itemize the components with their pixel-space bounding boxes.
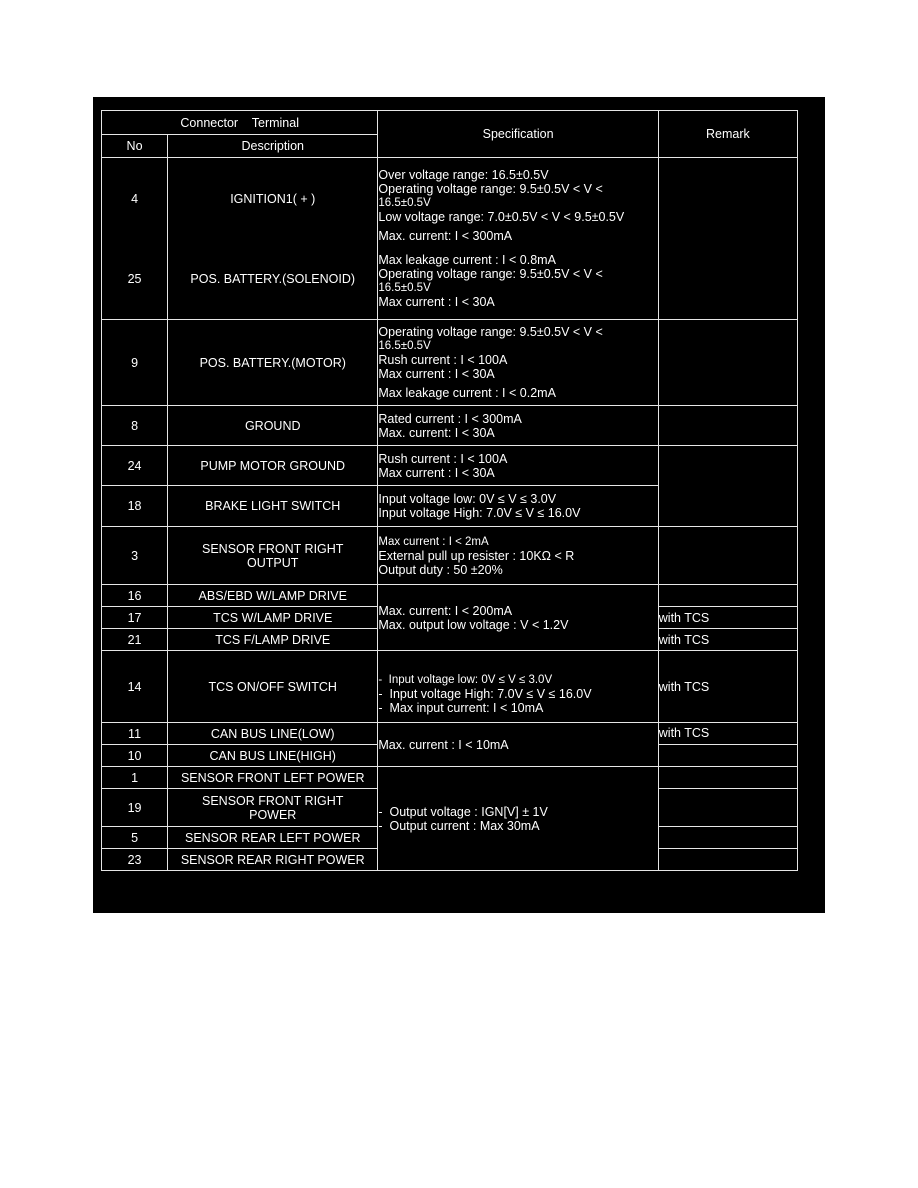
cell-remark bbox=[658, 158, 797, 320]
cell-specification bbox=[378, 585, 658, 651]
cell-description: GROUND bbox=[168, 406, 378, 446]
cell-description: SENSOR FRONT RIGHT OUTPUT bbox=[168, 527, 378, 585]
cell-no: 9 bbox=[102, 320, 168, 406]
spec-line: - Input voltage High: 7.0V ≤ V ≤ 16.0V bbox=[378, 687, 657, 701]
spec-line: - Input voltage low: 0V ≤ V ≤ 3.0V bbox=[378, 673, 657, 687]
cell-remark bbox=[658, 527, 797, 585]
cell-remark bbox=[658, 406, 797, 446]
cell-description: TCS W/LAMP DRIVE bbox=[168, 607, 378, 629]
connector-terminal-table bbox=[101, 110, 798, 871]
cell-specification bbox=[378, 527, 658, 585]
spec-line: Max. current: I < 30A bbox=[378, 425, 495, 440]
cell-remark bbox=[658, 320, 797, 406]
spec-line: Rush current : I < 100A bbox=[378, 451, 508, 466]
cell-no: 14 bbox=[102, 651, 168, 723]
cell-description: SENSOR FRONT RIGHT POWER bbox=[168, 789, 378, 827]
cell-remark: with TCS bbox=[658, 607, 797, 629]
cell-no: 1 bbox=[102, 767, 168, 789]
cell-no: 24 bbox=[102, 446, 168, 486]
cell-no: 10 bbox=[102, 745, 168, 767]
cell-description: SENSOR REAR RIGHT POWER bbox=[168, 849, 378, 871]
cell-remark bbox=[658, 585, 797, 607]
header-remark: Remark bbox=[658, 111, 797, 158]
cell-specification bbox=[378, 158, 658, 320]
cell-no: 25 bbox=[102, 240, 168, 320]
cell-no: 17 bbox=[102, 607, 168, 629]
spec-line: Max. current : I < 10mA bbox=[378, 737, 509, 752]
document-page bbox=[93, 97, 825, 913]
cell-description: TCS ON/OFF SWITCH bbox=[168, 651, 378, 723]
spec-line: Operating voltage range: 9.5±0.5V < V < bbox=[378, 267, 603, 281]
spec-line: 16.5±0.5V bbox=[378, 197, 431, 209]
cell-description: SENSOR FRONT LEFT POWER bbox=[168, 767, 378, 789]
spec-line: - Output voltage : IGN[V] ± 1V bbox=[378, 805, 657, 819]
spec-line: Max. output low voltage : V < 1.2V bbox=[378, 617, 569, 632]
cell-specification bbox=[378, 723, 658, 767]
spec-line: Rush current : I < 100A bbox=[378, 353, 508, 367]
cell-description: POS. BATTERY.(MOTOR) bbox=[168, 320, 378, 406]
cell-no: 18 bbox=[102, 486, 168, 527]
spec-line: External pull up resister : 10KΩ < R bbox=[378, 548, 575, 563]
header-connector-terminal: Connector Terminal bbox=[102, 111, 378, 135]
spec-line: - Output current : Max 30mA bbox=[378, 819, 657, 833]
cell-remark bbox=[658, 849, 797, 871]
cell-no: 23 bbox=[102, 849, 168, 871]
cell-description: IGNITION1( + ) bbox=[168, 158, 378, 240]
cell-specification bbox=[378, 486, 658, 527]
spec-line: Max leakage current : I < 0.2mA bbox=[378, 386, 556, 400]
spec-line: Max. current: I < 200mA bbox=[378, 603, 513, 618]
cell-remark bbox=[658, 446, 797, 527]
cell-remark bbox=[658, 745, 797, 767]
cell-no: 16 bbox=[102, 585, 168, 607]
cell-remark bbox=[658, 827, 797, 849]
cell-description: CAN BUS LINE(HIGH) bbox=[168, 745, 378, 767]
cell-no: 19 bbox=[102, 789, 168, 827]
cell-description: BRAKE LIGHT SWITCH bbox=[168, 486, 378, 527]
cell-no: 8 bbox=[102, 406, 168, 446]
cell-no: 11 bbox=[102, 723, 168, 745]
spec-line: 16.5±0.5V bbox=[378, 282, 431, 294]
spec-line: - Max input current: I < 10mA bbox=[378, 701, 657, 715]
cell-description: POS. BATTERY.(SOLENOID) bbox=[168, 240, 378, 320]
spec-line: Max current : I < 2mA bbox=[378, 535, 489, 548]
spec-line: Max current : I < 30A bbox=[378, 367, 495, 381]
spec-line: Input voltage High: 7.0V ≤ V ≤ 16.0V bbox=[378, 506, 581, 520]
cell-no: 21 bbox=[102, 629, 168, 651]
cell-description: CAN BUS LINE(LOW) bbox=[168, 723, 378, 745]
spec-line: Over voltage range: 16.5±0.5V bbox=[378, 168, 549, 182]
spec-line: Operating voltage range: 9.5±0.5V < V < bbox=[378, 325, 603, 339]
cell-specification bbox=[378, 767, 658, 871]
spec-line: Max leakage current : I < 0.8mA bbox=[378, 253, 556, 267]
cell-remark bbox=[658, 789, 797, 827]
spec-line: Max current : I < 30A bbox=[378, 465, 495, 480]
cell-specification bbox=[378, 651, 658, 723]
spec-line: Max. current: I < 300mA bbox=[378, 229, 513, 243]
spec-line: 16.5±0.5V bbox=[378, 340, 431, 352]
cell-no: 3 bbox=[102, 527, 168, 585]
spec-line: Input voltage low: 0V ≤ V ≤ 3.0V bbox=[378, 492, 557, 506]
cell-remark: with TCS bbox=[658, 629, 797, 651]
cell-description: PUMP MOTOR GROUND bbox=[168, 446, 378, 486]
cell-description: TCS F/LAMP DRIVE bbox=[168, 629, 378, 651]
header-description: Description bbox=[168, 135, 378, 158]
spec-line: Low voltage range: 7.0±0.5V < V < 9.5±0.5V bbox=[378, 210, 625, 224]
cell-specification bbox=[378, 446, 658, 486]
header-no: No bbox=[102, 135, 168, 158]
spec-line: Max current : I < 30A bbox=[378, 295, 495, 309]
cell-remark: with TCS bbox=[658, 723, 797, 745]
cell-description: SENSOR REAR LEFT POWER bbox=[168, 827, 378, 849]
cell-specification bbox=[378, 320, 658, 406]
cell-specification bbox=[378, 406, 658, 446]
spec-line: Operating voltage range: 9.5±0.5V < V < bbox=[378, 182, 603, 196]
spec-line: Output duty : 50 ±20% bbox=[378, 562, 503, 577]
header-specification: Specification bbox=[378, 111, 658, 158]
cell-no: 5 bbox=[102, 827, 168, 849]
spec-line: Rated current : I < 300mA bbox=[378, 411, 522, 426]
cell-remark: with TCS bbox=[658, 651, 797, 723]
cell-remark bbox=[658, 767, 797, 789]
cell-description: ABS/EBD W/LAMP DRIVE bbox=[168, 585, 378, 607]
cell-no: 4 bbox=[102, 158, 168, 240]
